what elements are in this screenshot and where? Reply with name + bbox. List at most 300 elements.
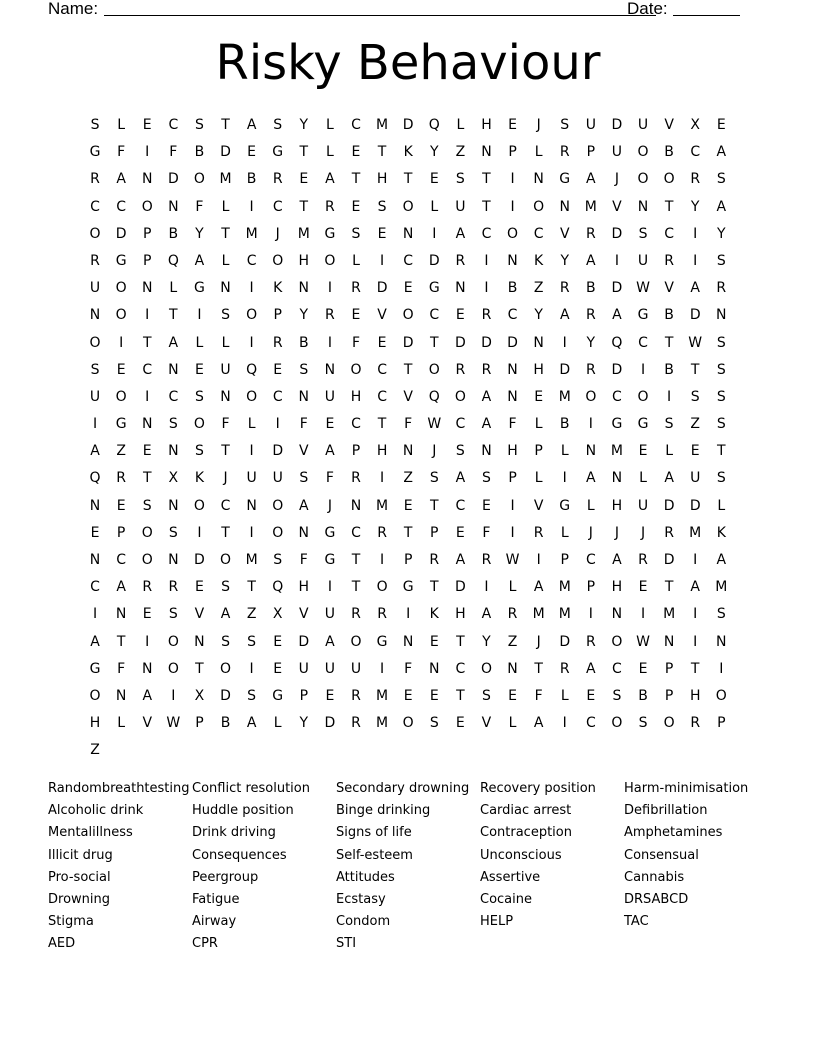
grid-letter: O — [611, 633, 623, 650]
grid-letter: O — [246, 307, 258, 324]
grid-letter: I — [327, 334, 332, 351]
grid-letter: J — [327, 497, 332, 514]
grid-letter: I — [484, 252, 489, 269]
word-list-item: Attitudes — [336, 869, 395, 885]
grid-letter: A — [716, 198, 727, 215]
word-list-item: STI — [336, 936, 357, 952]
grid-letter: J — [640, 524, 646, 541]
grid-letter: S — [168, 524, 178, 541]
grid-letter: D — [220, 687, 231, 704]
grid-letter: R — [585, 225, 596, 242]
grid-letter: G — [637, 416, 649, 433]
grid-letter: S — [716, 388, 726, 405]
grid-letter: U — [324, 388, 336, 405]
grid-letter: F — [325, 470, 334, 487]
grid-letter: H — [481, 117, 492, 133]
grid-letter: G — [115, 416, 127, 433]
word-list-item: Self-esteem — [336, 847, 413, 863]
grid-letter: O — [220, 660, 232, 677]
grid-letter: I — [145, 144, 150, 161]
word-list-item: Illicit drug — [48, 847, 113, 863]
grid-letter: Q — [246, 361, 258, 378]
word-list-item: Mentalillness — [48, 825, 133, 841]
grid-letter: E — [508, 687, 517, 704]
grid-letter: A — [455, 225, 466, 242]
grid-letter: C — [116, 198, 127, 215]
grid-letter: R — [585, 633, 596, 650]
grid-letter: I — [145, 388, 150, 405]
grid-letter: I — [249, 524, 254, 541]
grid-letter: E — [273, 660, 283, 677]
grid-letter: H — [507, 443, 518, 460]
grid-letter: D — [663, 497, 675, 514]
grid-letter: D — [559, 633, 571, 650]
grid-letter: G — [559, 171, 571, 188]
grid-letter: M — [558, 388, 571, 405]
grid-letter: B — [664, 307, 674, 324]
grid-letter: J — [432, 443, 437, 460]
word-list-item: Conflict resolution — [192, 781, 310, 796]
grid-letter: O — [611, 715, 623, 732]
grid-letter: A — [612, 552, 622, 568]
grid-letter: N — [559, 198, 570, 215]
grid-letter: D — [402, 117, 414, 133]
grid-letter: O — [193, 171, 205, 188]
grid-letter: C — [455, 660, 466, 677]
grid-letter: C — [533, 225, 544, 242]
grid-letter: G — [89, 660, 101, 677]
grid-letter: Q — [428, 388, 440, 405]
grid-letter: O — [428, 361, 440, 378]
grid-letter: U — [611, 144, 623, 161]
grid-letter: T — [195, 660, 204, 677]
grid-letter: R — [455, 252, 466, 269]
grid-letter: M — [376, 715, 389, 732]
date-label: Date: — [627, 0, 668, 18]
grid-letter: N — [115, 606, 127, 623]
date-field[interactable] — [673, 0, 740, 16]
grid-letter: P — [508, 144, 517, 161]
grid-letter: I — [588, 416, 593, 433]
grid-letter: A — [325, 443, 335, 460]
grid-letter: D — [220, 144, 231, 161]
grid-letter: S — [716, 470, 726, 487]
grid-letter: G — [272, 144, 284, 161]
grid-letter: B — [507, 280, 518, 297]
grid-letter: D — [507, 334, 518, 351]
grid-letter: S — [716, 171, 726, 188]
grid-letter: S — [351, 225, 361, 242]
grid-letter: S — [221, 633, 230, 650]
word-list-item: Huddle position — [192, 803, 294, 819]
grid-letter: C — [585, 552, 596, 568]
grid-letter: A — [533, 579, 544, 596]
grid-letter: U — [585, 117, 596, 133]
grid-letter: G — [89, 144, 101, 161]
grid-letter: I — [249, 198, 254, 215]
grid-letter: M — [532, 606, 545, 623]
grid-letter: M — [245, 225, 258, 242]
word-list-item: AED — [48, 936, 76, 952]
grid-letter: F — [221, 416, 230, 433]
grid-letter: I — [275, 416, 280, 433]
grid-letter: C — [351, 524, 361, 541]
grid-letter: Y — [717, 225, 726, 242]
grid-letter: S — [194, 443, 204, 460]
grid-letter: A — [533, 715, 544, 732]
grid-letter: T — [429, 497, 439, 514]
grid-letter: R — [585, 307, 596, 324]
grid-letter: L — [352, 252, 360, 269]
grid-letter: I — [562, 470, 567, 487]
grid-letter: S — [247, 687, 257, 704]
grid-letter: N — [89, 552, 101, 568]
grid-letter: Q — [89, 470, 101, 487]
grid-letter: T — [690, 660, 700, 677]
grid-letter: E — [429, 687, 439, 704]
grid-letter: V — [533, 497, 544, 514]
grid-letter: Z — [533, 280, 544, 297]
grid-letter: U — [220, 361, 231, 378]
grid-letter: A — [168, 334, 179, 351]
grid-letter: E — [586, 687, 596, 704]
grid-letter: T — [299, 198, 309, 215]
grid-letter: N — [298, 280, 310, 297]
grid-letter: S — [482, 687, 491, 704]
grid-letter: K — [403, 144, 413, 161]
grid-letter: D — [689, 497, 701, 514]
grid-letter: I — [145, 633, 150, 650]
grid-letter: U — [637, 117, 649, 133]
word-list-item: Airway — [192, 914, 237, 930]
word-list-item: Ecstasy — [336, 891, 386, 907]
grid-letter: R — [664, 252, 674, 269]
grid-letter: I — [380, 470, 385, 487]
grid-letter: O — [246, 388, 258, 405]
grid-letter: K — [194, 470, 205, 487]
grid-letter: N — [168, 198, 179, 215]
grid-letter: I — [171, 687, 176, 704]
grid-letter: S — [168, 606, 178, 623]
grid-letter: T — [664, 334, 674, 351]
grid-letter: C — [351, 117, 361, 133]
grid-letter: R — [559, 660, 570, 677]
grid-letter: S — [612, 687, 622, 704]
grid-letter: C — [272, 388, 283, 405]
grid-letter: Y — [560, 252, 570, 269]
grid-letter: F — [299, 416, 308, 433]
grid-letter: R — [507, 606, 518, 623]
grid-letter: V — [299, 443, 309, 460]
word-list-item: Defibrillation — [624, 803, 708, 819]
grid-letter: H — [689, 687, 701, 704]
grid-letter: F — [195, 198, 204, 215]
grid-letter: A — [325, 633, 335, 650]
grid-letter: I — [640, 606, 646, 623]
grid-letter: E — [90, 524, 100, 541]
grid-letter: L — [508, 579, 517, 596]
grid-letter: R — [429, 552, 440, 568]
grid-letter: C — [246, 252, 257, 269]
grid-letter: S — [90, 117, 100, 133]
grid-letter: A — [116, 171, 126, 188]
grid-letter: R — [455, 361, 466, 378]
word-list-item: Peergroup — [192, 869, 259, 885]
grid-letter: S — [273, 552, 283, 568]
grid-letter: O — [141, 198, 153, 215]
word-list-item: Drink driving — [192, 825, 276, 841]
grid-letter: M — [376, 497, 389, 514]
grid-letter: K — [716, 524, 726, 541]
grid-letter: P — [143, 252, 152, 269]
word-list-item: Harm-minimisation — [624, 781, 749, 796]
grid-letter: C — [612, 388, 622, 405]
grid-letter: F — [534, 687, 543, 704]
grid-letter: A — [90, 633, 100, 650]
grid-letter: M — [558, 579, 571, 596]
grid-letter: S — [299, 361, 309, 378]
grid-letter: E — [325, 687, 335, 704]
grid-letter: Z — [246, 606, 257, 623]
grid-letter: A — [612, 307, 622, 324]
grid-letter: G — [272, 687, 284, 704]
grid-letter: P — [560, 552, 569, 568]
grid-letter: E — [247, 144, 257, 161]
grid-letter: S — [194, 117, 204, 133]
grid-letter: T — [247, 579, 256, 596]
grid-letter: T — [377, 416, 387, 433]
grid-letter: S — [716, 606, 726, 623]
grid-letter: E — [116, 497, 126, 514]
grid-letter: L — [117, 117, 126, 133]
grid-letter: N — [611, 470, 623, 487]
grid-letter: H — [376, 443, 388, 460]
grid-letter: O — [402, 715, 414, 732]
grid-letter: C — [90, 198, 100, 215]
grid-letter: I — [510, 171, 515, 188]
grid-letter: E — [638, 443, 648, 460]
grid-letter: I — [432, 225, 437, 242]
grid-letter: B — [194, 144, 205, 161]
grid-letter: M — [376, 117, 389, 133]
grid-letter: M — [245, 552, 258, 568]
grid-letter: N — [220, 388, 231, 405]
grid-letter: Z — [403, 470, 413, 487]
grid-letter: A — [325, 171, 335, 188]
grid-letter: Y — [195, 225, 204, 242]
grid-letter: J — [275, 225, 280, 242]
grid-letter: I — [380, 552, 385, 568]
grid-letter: C — [116, 552, 127, 568]
grid-letter: M — [663, 606, 676, 623]
grid-letter: T — [456, 687, 465, 704]
grid-letter: R — [559, 144, 570, 161]
grid-letter: L — [456, 117, 465, 133]
grid-letter: N — [481, 144, 492, 161]
grid-letter: R — [690, 715, 701, 732]
grid-letter: P — [403, 552, 413, 568]
grid-letter: N — [350, 497, 362, 514]
grid-letter: N — [533, 171, 544, 188]
grid-letter: S — [429, 715, 439, 732]
grid-letter: O — [585, 388, 597, 405]
grid-letter: C — [612, 660, 622, 677]
grid-letter: B — [586, 280, 596, 297]
grid-letter: O — [350, 633, 362, 650]
grid-letter: E — [142, 117, 152, 133]
grid-letter: A — [246, 117, 257, 133]
grid-letter: I — [249, 280, 254, 297]
grid-letter: U — [324, 606, 336, 623]
grid-letter: I — [249, 660, 254, 677]
grid-letter: O — [141, 524, 153, 541]
grid-letter: E — [429, 633, 439, 650]
grid-letter: O — [167, 660, 179, 677]
grid-letter: L — [560, 443, 569, 460]
grid-letter: E — [403, 687, 413, 704]
grid-letter: R — [533, 524, 544, 541]
grid-letter: R — [559, 280, 570, 297]
grid-letter: N — [168, 497, 179, 514]
grid-letter: D — [272, 443, 284, 460]
grid-letter: C — [429, 307, 440, 324]
grid-letter: D — [611, 225, 623, 242]
grid-letter: N — [611, 606, 623, 623]
grid-letter: S — [482, 470, 491, 487]
grid-letter: H — [611, 579, 623, 596]
grid-letter: O — [637, 144, 649, 161]
grid-letter: F — [117, 660, 126, 677]
grid-letter: X — [194, 687, 205, 704]
grid-letter: L — [169, 280, 178, 297]
grid-letter: I — [119, 334, 124, 351]
grid-letter: I — [536, 552, 541, 568]
grid-letter: D — [402, 334, 414, 351]
grid-letter: R — [325, 198, 335, 215]
grid-letter: A — [90, 443, 100, 460]
grid-letter: C — [664, 225, 674, 242]
grid-letter: I — [562, 715, 567, 732]
grid-letter: M — [689, 524, 702, 541]
grid-letter: Y — [429, 144, 439, 161]
grid-letter: H — [298, 252, 310, 269]
letter-grid — [82, 112, 734, 765]
grid-letter: D — [115, 225, 127, 242]
grid-letter: O — [480, 660, 492, 677]
grid-letter: V — [612, 198, 622, 215]
grid-letter: S — [560, 117, 570, 133]
grid-letter: O — [220, 552, 232, 568]
grid-letter: B — [638, 687, 648, 704]
grid-letter: F — [299, 552, 308, 568]
grid-letter: C — [638, 334, 648, 351]
grid-letter: V — [664, 280, 674, 297]
grid-letter: D — [428, 252, 440, 269]
grid-letter: D — [481, 334, 492, 351]
grid-letter: H — [350, 388, 362, 405]
grid-letter: C — [142, 361, 153, 378]
grid-letter: X — [272, 606, 283, 623]
grid-letter: E — [194, 579, 204, 596]
grid-letter: E — [638, 660, 648, 677]
grid-letter: R — [481, 552, 492, 568]
grid-letter: E — [403, 280, 413, 297]
grid-letter: O — [115, 280, 127, 297]
grid-letter: E — [116, 361, 126, 378]
grid-letter: I — [719, 660, 724, 677]
grid-letter: Q — [611, 334, 623, 351]
grid-letter: T — [717, 443, 726, 460]
grid-letter: C — [220, 497, 231, 514]
grid-letter: D — [298, 633, 310, 650]
grid-letter: T — [221, 117, 230, 133]
name-field[interactable] — [104, 0, 656, 16]
grid-letter: Z — [90, 742, 100, 759]
grid-letter: P — [299, 687, 309, 704]
grid-letter: C — [585, 715, 596, 732]
grid-letter: E — [142, 443, 152, 460]
grid-letter: L — [639, 470, 647, 487]
grid-letter: S — [716, 334, 726, 351]
grid-letter: U — [246, 470, 257, 487]
grid-letter: L — [325, 144, 334, 161]
grid-letter: E — [455, 524, 465, 541]
grid-letter: M — [297, 225, 310, 242]
word-list-item: Consensual — [624, 847, 699, 863]
grid-letter: F — [482, 524, 491, 541]
grid-letter: L — [325, 117, 334, 133]
grid-letter: D — [611, 280, 623, 297]
grid-letter: E — [351, 198, 361, 215]
grid-letter: K — [534, 252, 544, 269]
grid-letter: V — [299, 606, 309, 623]
grid-letter: D — [663, 552, 675, 568]
grid-letter: O — [715, 687, 727, 704]
grid-letter: O — [272, 524, 284, 541]
grid-letter: T — [403, 171, 413, 188]
grid-letter: U — [637, 497, 649, 514]
grid-letter: C — [168, 117, 179, 133]
grid-letter: S — [455, 443, 465, 460]
grid-letter: W — [636, 280, 650, 297]
grid-letter: H — [298, 579, 310, 596]
grid-letter: P — [586, 144, 596, 161]
grid-letter: I — [693, 225, 698, 242]
grid-letter: J — [536, 117, 541, 133]
grid-letter: N — [533, 334, 544, 351]
grid-letter: T — [221, 443, 230, 460]
grid-letter: N — [716, 307, 727, 324]
grid-letter: U — [89, 280, 101, 297]
grid-letter: T — [482, 171, 491, 188]
grid-letter: N — [429, 660, 440, 677]
grid-letter: V — [377, 307, 387, 324]
grid-letter: O — [663, 715, 675, 732]
grid-letter: C — [90, 579, 100, 596]
grid-letter: S — [638, 715, 648, 732]
grid-letter: K — [273, 280, 283, 297]
grid-letter: N — [402, 225, 414, 242]
grid-letter: O — [663, 171, 675, 188]
grid-letter: N — [246, 497, 257, 514]
grid-letter: R — [716, 280, 727, 297]
grid-letter: A — [586, 470, 596, 487]
grid-letter: N — [298, 388, 310, 405]
grid-letter: T — [169, 307, 178, 324]
grid-letter: L — [117, 715, 126, 732]
grid-letter: F — [508, 416, 517, 433]
grid-letter: A — [664, 470, 674, 487]
